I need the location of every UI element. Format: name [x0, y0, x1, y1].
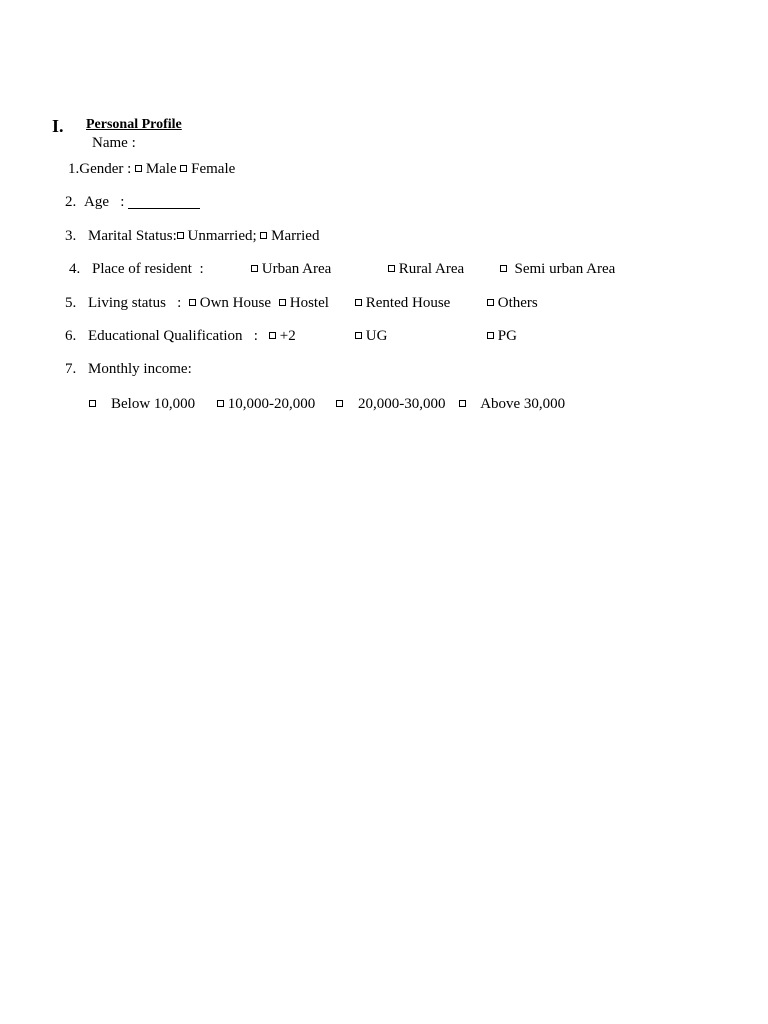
checkbox-plus-two[interactable]	[269, 332, 276, 339]
option-hostel-label: Hostel	[289, 295, 329, 311]
checkbox-ug[interactable]	[355, 332, 362, 339]
option-rural-area-label: Rural Area	[398, 261, 465, 277]
option-female: Female	[191, 161, 236, 177]
checkbox-pg[interactable]	[487, 332, 494, 339]
question-number: 2.	[65, 194, 77, 210]
question-number: 3.	[65, 228, 77, 244]
checkbox-female[interactable]	[180, 165, 187, 172]
checkbox-10000-20000[interactable]	[217, 400, 224, 407]
question-number: 6.	[65, 328, 77, 344]
option-ug[interactable]	[355, 329, 387, 344]
checkbox-unmarried[interactable]	[177, 232, 184, 239]
gender-label: Gender :	[79, 161, 132, 177]
option-male: Male	[145, 161, 177, 177]
option-pg-label: PG	[497, 328, 517, 344]
education-label-text: Educational Qualification	[88, 328, 243, 344]
option-plus-two-label: +2	[279, 328, 296, 344]
age-label: Age	[84, 194, 109, 210]
monthly-income-label: Monthly income:	[88, 361, 192, 377]
checkbox-below-10000[interactable]	[89, 400, 96, 407]
checkbox-urban-area[interactable]	[251, 265, 258, 272]
education-separator: :	[253, 328, 258, 344]
section-numeral: I.	[52, 116, 64, 136]
question-number: 7.	[65, 361, 77, 377]
question-number: 4.	[69, 261, 81, 277]
checkbox-20000-30000[interactable]	[336, 400, 343, 407]
age-separator: :	[120, 194, 125, 210]
option-semi-urban-area-label: Semi urban Area	[514, 261, 616, 277]
option-above-30000-label: Above 30,000	[480, 396, 566, 412]
living-status-label-text: Living status	[88, 295, 166, 311]
question-number: 1.	[68, 161, 80, 177]
question-marital-status	[88, 229, 319, 244]
option-married: Married	[271, 228, 320, 244]
education-label	[88, 329, 258, 344]
option-rented-house[interactable]	[355, 296, 450, 311]
living-status-label	[88, 296, 181, 311]
option-rural-area[interactable]	[388, 262, 464, 277]
living-status-separator: :	[177, 295, 182, 311]
option-urban-area-label: Urban Area	[261, 261, 332, 277]
option-10000-20000-label: 10,000-20,000	[227, 396, 316, 412]
residence-label	[92, 262, 204, 277]
option-own-house-label: Own House	[199, 295, 271, 311]
option-hostel[interactable]	[279, 296, 329, 311]
option-semi-urban-area[interactable]	[500, 262, 615, 277]
question-number: 5.	[65, 295, 77, 311]
option-20000-30000[interactable]	[336, 397, 446, 412]
checkbox-hostel[interactable]	[279, 299, 286, 306]
option-20000-30000-label: 20,000-30,000	[358, 396, 446, 412]
residence-separator: :	[199, 261, 204, 277]
name-label: Name :	[92, 135, 136, 151]
option-own-house[interactable]	[189, 296, 271, 311]
question-age	[84, 195, 200, 210]
option-rented-house-label: Rented House	[365, 295, 451, 311]
option-10000-20000[interactable]	[217, 397, 315, 412]
question-gender	[68, 162, 235, 177]
checkbox-rural-area[interactable]	[388, 265, 395, 272]
residence-label-text: Place of resident	[92, 261, 192, 277]
marital-status-label: Marital Status:	[88, 228, 177, 244]
option-below-10000[interactable]	[89, 397, 195, 412]
checkbox-married[interactable]	[260, 232, 267, 239]
section-title: Personal Profile	[86, 117, 182, 132]
option-others-label: Others	[497, 295, 538, 311]
option-below-10000-label: Below 10,000	[111, 396, 196, 412]
option-pg[interactable]	[487, 329, 517, 344]
option-plus-two[interactable]	[269, 329, 296, 344]
checkbox-semi-urban-area[interactable]	[500, 265, 507, 272]
checkbox-male[interactable]	[135, 165, 142, 172]
checkbox-rented-house[interactable]	[355, 299, 362, 306]
checkbox-own-house[interactable]	[189, 299, 196, 306]
option-urban-area[interactable]	[251, 262, 331, 277]
option-above-30000[interactable]	[459, 397, 565, 412]
option-others[interactable]	[487, 296, 538, 311]
option-ug-label: UG	[365, 328, 388, 344]
checkbox-above-30000[interactable]	[459, 400, 466, 407]
checkbox-others[interactable]	[487, 299, 494, 306]
age-input-line[interactable]	[128, 196, 200, 209]
option-unmarried: Unmarried;	[187, 228, 257, 244]
